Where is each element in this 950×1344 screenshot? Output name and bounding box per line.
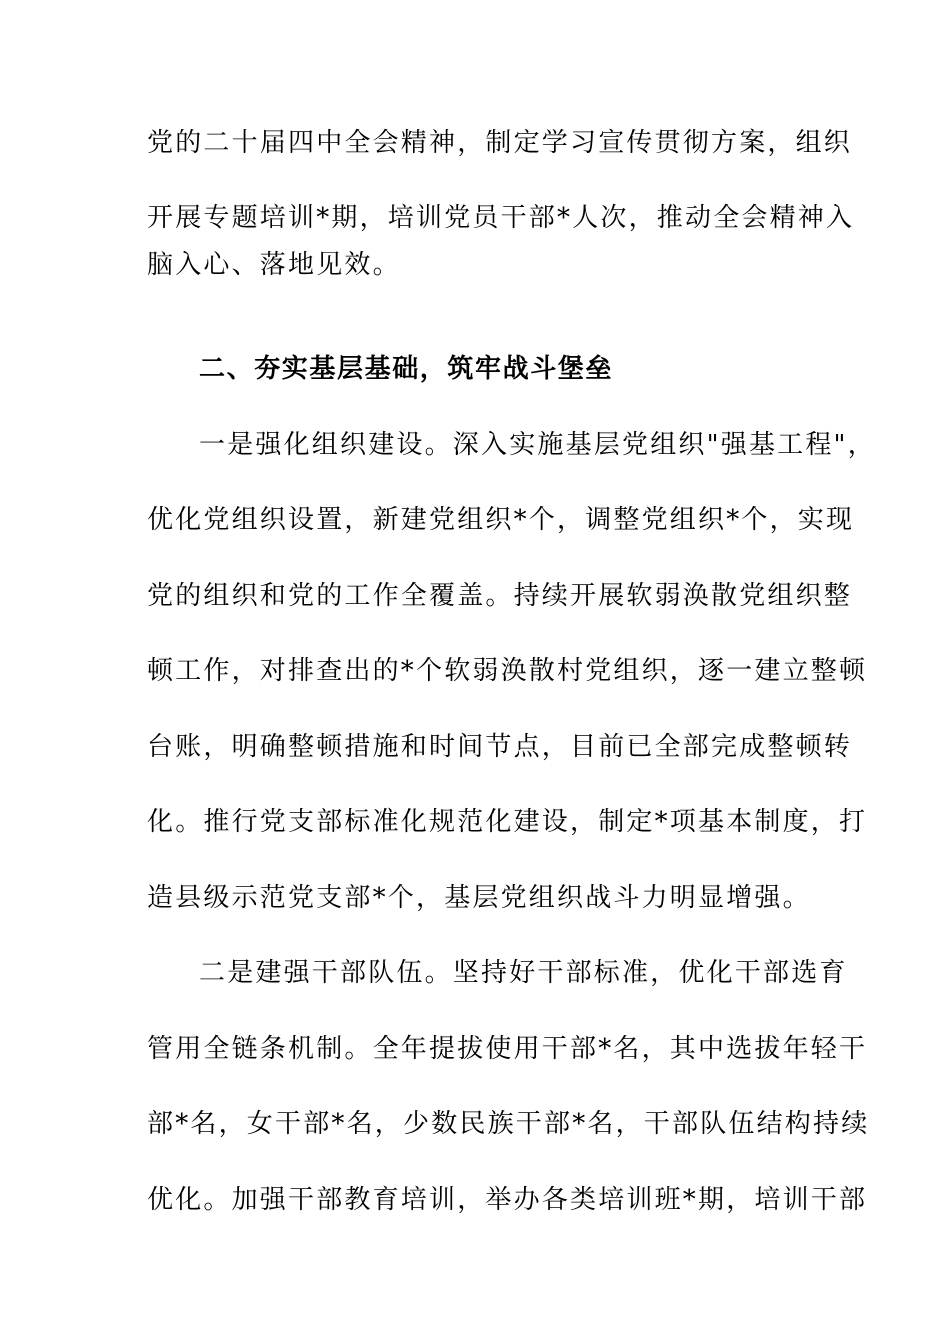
text-line: 脑入心、落地见效。 [147,250,401,280]
text-line: 二是建强干部队伍。坚持好干部标准，优化干部选育 [199,958,848,988]
text-line: 管用全链条机制。全年提拔使用干部*名，其中选拔年轻干 [147,1034,868,1064]
text-line: 优化党组织设置，新建党组织*个，调整党组织*个，实现 [147,505,855,535]
text-line: 化。推行党支部标准化规范化建设，制定*项基本制度，打 [147,807,868,837]
text-line: 党的组织和党的工作全覆盖。持续开展软弱涣散党组织整 [147,581,853,611]
text-line: 开展专题培训*期，培训党员干部*人次，推动全会精神入 [147,203,855,233]
section-heading: 二、夯实基层基础，筑牢战斗堡垒 [199,354,614,384]
text-line: 台账，明确整顿措施和时间节点，目前已全部完成整顿转 [147,732,853,762]
text-line: 部*名，女干部*名，少数民族干部*名，干部队伍结构持续 [147,1109,870,1139]
text-line: 顿工作，对排查出的*个软弱涣散村党组织，逐一建立整顿 [147,656,868,686]
text-line: 党的二十届四中全会精神，制定学习宣传贯彻方案，组织 [147,128,853,158]
text-line: 一是强化组织建设。深入实施基层党组织"强基工程"， [199,430,876,460]
text-line: 造县级示范党支部*个，基层党组织战斗力明显增强。 [147,883,811,913]
text-line: 优化。加强干部教育培训，举办各类培训班*期，培训干部 [147,1185,868,1215]
